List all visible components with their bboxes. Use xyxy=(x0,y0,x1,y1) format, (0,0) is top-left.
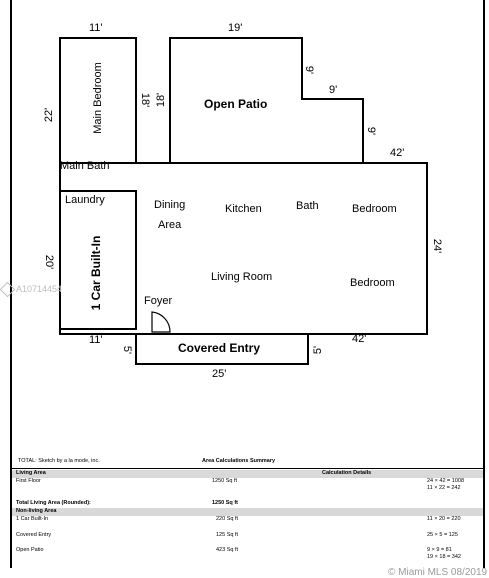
dim-patio-step-down: 9' xyxy=(365,126,378,136)
first-floor-calc-2: 11 × 22 = 242 xyxy=(427,485,461,491)
open-patio-calc-1: 9 × 9 = 81 xyxy=(427,547,452,553)
non-living-heading: Non-living Area xyxy=(16,508,57,514)
room-kitchen: Kitchen xyxy=(225,203,262,215)
dim-entry-right: 5' xyxy=(312,345,325,355)
foyer-door-icon xyxy=(152,312,170,332)
covered-entry-sqft: 125 Sq ft xyxy=(216,532,239,538)
dim-main-bed-left: 22' xyxy=(43,107,56,123)
living-area-heading: Living Area xyxy=(16,470,46,476)
open-patio-label: Open Patio xyxy=(16,547,44,553)
room-bedroom-lower: Bedroom xyxy=(350,277,395,289)
dim-right-top: 42' xyxy=(390,147,405,159)
room-main-bedroom: Main Bedroom xyxy=(92,62,104,134)
car-builtin-sqft: 220 Sq ft xyxy=(216,516,239,522)
total-living-label: Total Living Area (Rounded): xyxy=(16,500,91,506)
dim-right-side: 24' xyxy=(431,238,444,254)
room-covered-entry: Covered Entry xyxy=(178,341,261,355)
listing-watermark: A10714454 xyxy=(2,284,62,295)
car-builtin-label: 1 Car Built-In xyxy=(16,516,49,522)
mls-copyright: © Miami MLS 08/2019 xyxy=(388,567,488,578)
dim-entry-left: 5' xyxy=(121,345,134,355)
calc-details-heading: Calculation Details xyxy=(322,470,372,476)
dim-top-patio: 19' xyxy=(228,22,243,34)
room-bedroom-upper: Bedroom xyxy=(352,203,397,215)
summary-divider xyxy=(12,468,483,469)
covered-entry-label: Covered Entry xyxy=(16,532,52,538)
room-main-bath: Main Bath xyxy=(60,160,110,172)
summary-footer-left: TOTAL: Sketch by a la mode, inc. xyxy=(18,458,100,464)
dim-bed-inner-b: 18' xyxy=(155,92,168,108)
dim-patio-right: 9' xyxy=(303,65,316,75)
first-floor-calc-1: 24 × 42 = 1008 xyxy=(427,478,465,484)
room-bath: Bath xyxy=(296,200,319,212)
summary-title: Area Calculations Summary xyxy=(202,458,276,464)
room-open-patio: Open Patio xyxy=(204,97,268,111)
room-laundry: Laundry xyxy=(65,194,105,206)
dim-bed-inner-a: 18' xyxy=(139,92,152,108)
open-patio-calc-2: 19 × 18 = 342 xyxy=(427,554,461,560)
car-builtin-calc: 11 × 20 = 220 xyxy=(427,516,461,522)
dim-patio-step: 9' xyxy=(329,84,338,96)
room-living-room: Living Room xyxy=(211,271,273,283)
room-foyer: Foyer xyxy=(144,295,173,307)
total-living-sqft: 1250 Sq ft xyxy=(212,500,238,506)
house-outline xyxy=(60,163,427,334)
dim-bottom-left: 11' xyxy=(89,334,103,346)
first-floor-sqft: 1250 Sq ft xyxy=(212,478,238,484)
mls-logo-icon xyxy=(0,282,15,298)
room-dining-area: Area xyxy=(158,219,182,231)
room-car-builtin: 1 Car Built-In xyxy=(89,235,103,311)
dim-bottom-right: 42' xyxy=(352,333,367,345)
room-dining: Dining xyxy=(154,199,186,211)
open-patio-sqft: 423 Sq ft xyxy=(216,547,239,553)
covered-entry-calc: 25 × 5 = 125 xyxy=(427,532,458,538)
dim-top-left: 11' xyxy=(89,22,103,34)
dim-car-left: 20' xyxy=(43,254,56,270)
first-floor-label: First Floor xyxy=(16,478,41,484)
dim-entry-bottom: 25' xyxy=(212,368,227,380)
